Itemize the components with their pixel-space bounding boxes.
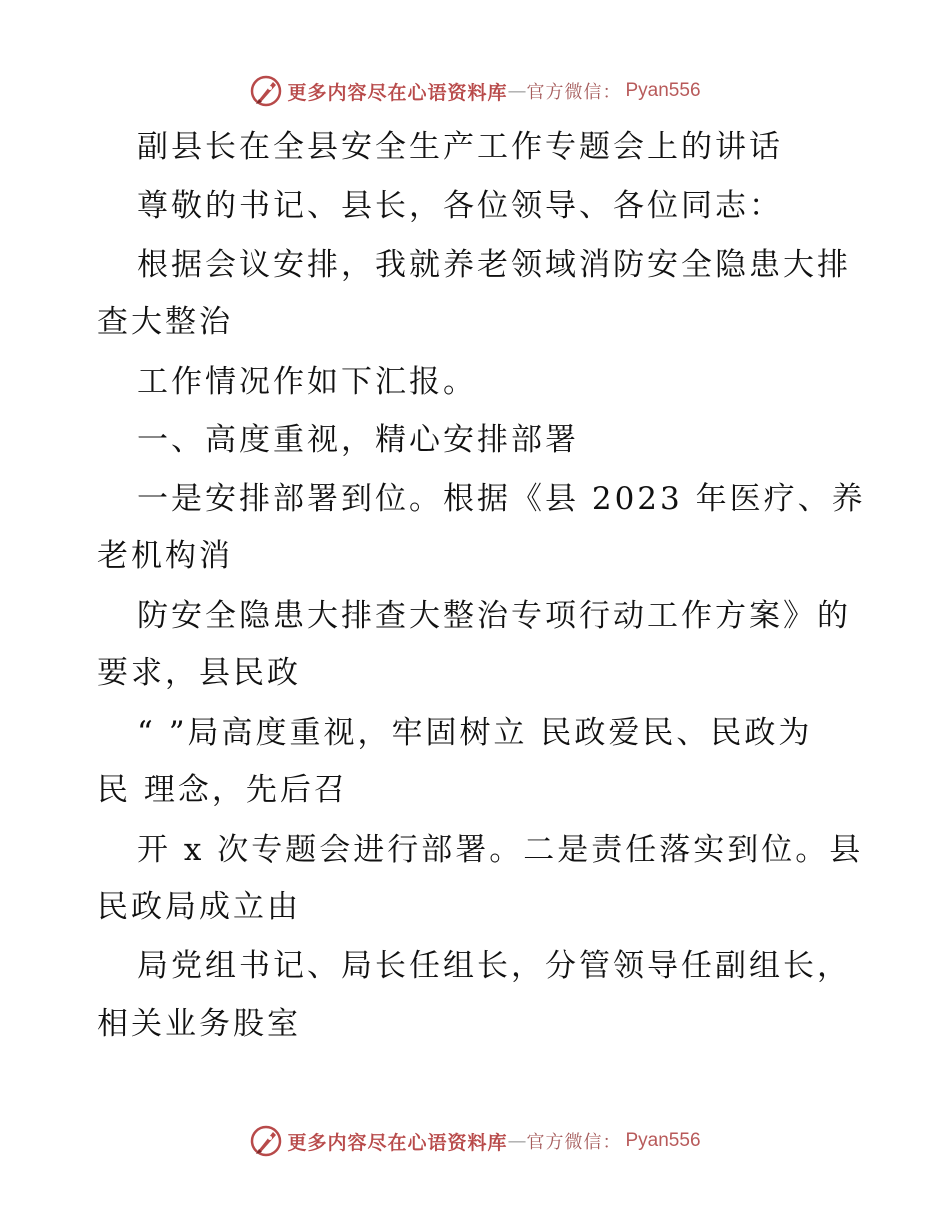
- watermark-separator: —: [507, 80, 527, 102]
- paragraph-line: 要求，县民政: [97, 655, 301, 691]
- watermark-separator: —: [507, 1130, 527, 1152]
- wechat-id: Pyan556: [625, 80, 701, 101]
- paragraph-line: 民 理念，先后召: [97, 772, 348, 808]
- section-heading: 一、高度重视，精心安排部署: [137, 422, 579, 458]
- paragraph-line: 民政局成立由: [97, 889, 301, 925]
- watermark-text: 更多内容尽在心语资料库: [287, 1131, 508, 1154]
- wechat-id: Pyan556: [625, 1130, 701, 1151]
- paragraph-line: 根据会议安排，我就养老领域消防安全隐患大排: [137, 247, 851, 283]
- document-title: 副县长在全县安全生产工作专题会上的讲话: [137, 129, 783, 165]
- watermark-text: 更多内容尽在心语资料库: [287, 81, 508, 104]
- paragraph-line: 相关业务股室: [97, 1006, 301, 1042]
- paragraph-line: 开 x 次专题会进行部署。二是责任落实到位。县: [137, 832, 864, 868]
- paragraph-line: 老机构消: [97, 538, 233, 574]
- header-watermark: [0, 71, 950, 111]
- salutation: 尊敬的书记、县长，各位领导、各位同志：: [137, 188, 783, 224]
- wechat-label: 官方微信：: [526, 82, 622, 103]
- footer-watermark: [0, 1121, 950, 1161]
- paragraph-line: 防安全隐患大排查大整治专项行动工作方案》的: [137, 598, 851, 634]
- paragraph-line: “ ”局高度重视，牢固树立 民政爱民、民政为: [137, 715, 813, 751]
- paragraph-line: 局党组书记、局长任组长，分管领导任副组长，: [137, 948, 851, 984]
- paragraph-line: 一是安排部署到位。根据《县 2023 年医疗、养: [137, 481, 866, 517]
- wechat-label: 官方微信：: [526, 1132, 622, 1153]
- quill-pen-logo-icon: [249, 74, 283, 108]
- quill-pen-logo-icon: [249, 1124, 283, 1158]
- paragraph-line: 查大整治: [97, 304, 233, 340]
- paragraph-line: 工作情况作如下汇报。: [137, 364, 477, 400]
